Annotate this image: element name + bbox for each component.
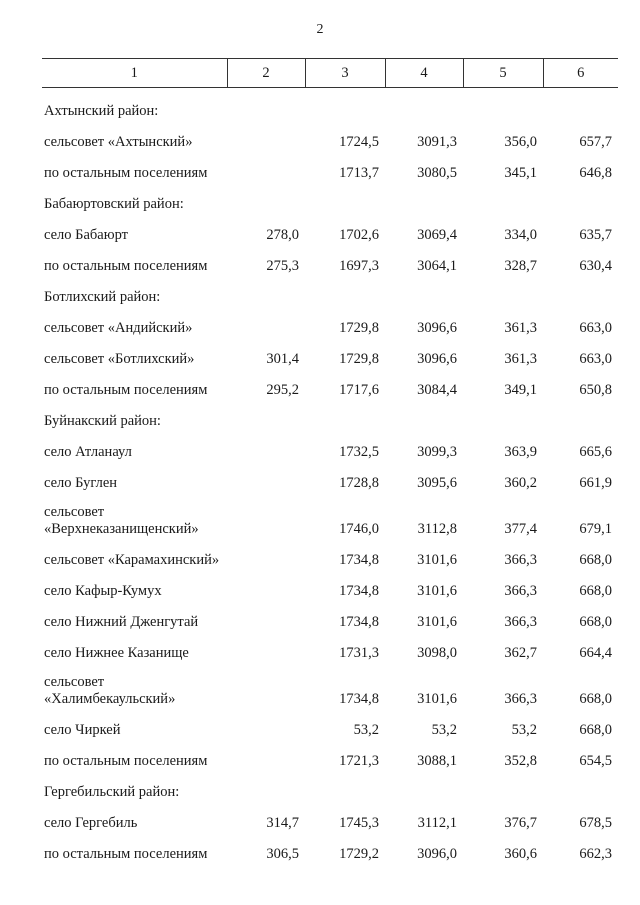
cell-col-3: 1728,8 (339, 475, 379, 491)
cell-col-5: 360,6 (504, 846, 537, 862)
cell-col-6: 668,0 (579, 552, 612, 568)
table-row (42, 370, 618, 401)
table-header-row (42, 59, 618, 88)
cell-col-2 (227, 277, 305, 308)
row-label (42, 664, 227, 710)
column-header: 3 (305, 59, 385, 88)
cell-col-2: 275,3 (266, 258, 299, 274)
cell-col-5 (463, 772, 543, 803)
cell-col-3: 1724,5 (339, 134, 379, 150)
row-label: село Нижнее Казанище (44, 645, 189, 661)
cell-col-4: 3101,6 (417, 552, 457, 568)
cell-col-2: 301,4 (266, 351, 299, 367)
cell-col-4: 3069,4 (417, 227, 457, 243)
cell-col-6: 654,5 (579, 753, 612, 769)
table-row (42, 184, 618, 215)
row-label: сельсовет «Карамахинский» (44, 552, 220, 568)
cell-col-4: 3091,3 (417, 134, 457, 150)
column-header: 1 (42, 59, 227, 88)
cell-col-2 (227, 122, 305, 153)
cell-col-4: 3101,6 (417, 614, 457, 630)
cell-col-6: 650,8 (579, 382, 612, 398)
cell-col-2 (227, 772, 305, 803)
table-row (42, 401, 618, 432)
cell-col-3: 1734,8 (339, 614, 379, 630)
row-label: село Чиркей (44, 722, 121, 738)
cell-col-3: 53,2 (353, 722, 379, 738)
table-row (42, 710, 618, 741)
cell-col-6 (543, 88, 618, 123)
row-label: село Буглен (44, 475, 118, 491)
cell-col-5: 366,3 (504, 583, 537, 599)
cell-col-4: 3064,1 (417, 258, 457, 274)
cell-col-2 (227, 633, 305, 664)
cell-col-2: 306,5 (266, 846, 299, 862)
cell-col-3: 1729,8 (339, 351, 379, 367)
column-header: 5 (463, 59, 543, 88)
cell-col-6: 657,7 (579, 134, 612, 150)
table-row (42, 308, 618, 339)
cell-col-5: 53,2 (511, 722, 537, 738)
cell-col-6: 664,4 (579, 645, 612, 661)
cell-col-4: 3098,0 (417, 645, 457, 661)
cell-col-5: 366,3 (504, 691, 537, 707)
table-row (42, 834, 618, 865)
row-label: по остальным поселениям (44, 753, 208, 769)
cell-col-4: 3112,1 (417, 815, 457, 831)
row-label: по остальным поселениям (44, 846, 208, 862)
cell-col-4: 3095,6 (417, 475, 457, 491)
table-row (42, 122, 618, 153)
row-label: село Кафыр-Кумух (44, 583, 162, 599)
cell-col-3 (305, 88, 385, 123)
row-label: село Бабаюрт (44, 227, 128, 243)
cell-col-6: 663,0 (579, 320, 612, 336)
cell-col-6 (543, 772, 618, 803)
cell-col-3: 1721,3 (339, 753, 379, 769)
cell-col-5: 361,3 (504, 351, 537, 367)
cell-col-5: 352,8 (504, 753, 537, 769)
cell-col-3 (305, 772, 385, 803)
cell-col-4: 3096,6 (417, 351, 457, 367)
cell-col-4: 3088,1 (417, 753, 457, 769)
column-header: 2 (227, 59, 305, 88)
cell-col-3: 1734,8 (339, 691, 379, 707)
cell-col-2 (227, 88, 305, 123)
cell-col-4: 3096,0 (417, 846, 457, 862)
row-label: Ахтынский район: (44, 103, 159, 119)
table-row (42, 540, 618, 571)
cell-col-6: 663,0 (579, 351, 612, 367)
table-row (42, 803, 618, 834)
row-label: село Атланаул (44, 444, 132, 460)
table-row (42, 277, 618, 308)
cell-col-2: 314,7 (266, 815, 299, 831)
row-label: Гергебильский район: (44, 784, 180, 800)
cell-col-5: 360,2 (504, 475, 537, 491)
cell-col-5: 356,0 (504, 134, 537, 150)
cell-col-4: 3101,6 (417, 691, 457, 707)
cell-col-4: 3084,4 (417, 382, 457, 398)
cell-col-5: 334,0 (504, 227, 537, 243)
cell-col-2 (227, 710, 305, 741)
cell-col-5: 377,4 (504, 521, 537, 537)
cell-col-3: 1697,3 (339, 258, 379, 274)
cell-col-6: 665,6 (579, 444, 612, 460)
cell-col-3 (305, 277, 385, 308)
cell-col-4 (385, 772, 463, 803)
row-label-line1: сельсовет (44, 674, 105, 690)
cell-col-4: 3080,5 (417, 165, 457, 181)
table-row (42, 741, 618, 772)
cell-col-6 (543, 184, 618, 215)
table-row (42, 339, 618, 370)
cell-col-6: 668,0 (579, 583, 612, 599)
cell-col-4 (385, 401, 463, 432)
cell-col-4: 3112,8 (417, 521, 457, 537)
cell-col-2 (227, 571, 305, 602)
tariff-table (42, 58, 618, 865)
cell-col-5 (463, 277, 543, 308)
row-label: Ботлихский район: (44, 289, 161, 305)
cell-col-3: 1729,2 (339, 846, 379, 862)
cell-col-2 (227, 401, 305, 432)
row-label: село Гергебиль (44, 815, 138, 831)
cell-col-3 (305, 401, 385, 432)
cell-col-6: 646,8 (579, 165, 612, 181)
cell-col-5 (463, 401, 543, 432)
cell-col-2 (227, 494, 305, 540)
cell-col-2: 295,2 (266, 382, 299, 398)
cell-col-4 (385, 184, 463, 215)
cell-col-4: 3101,6 (417, 583, 457, 599)
cell-col-2 (227, 463, 305, 494)
cell-col-5: 345,1 (504, 165, 537, 181)
cell-col-3: 1734,8 (339, 552, 379, 568)
table-row (42, 571, 618, 602)
cell-col-6: 661,9 (579, 475, 612, 491)
row-label: сельсовет «Андийский» (44, 320, 193, 336)
row-label-line2: «Верхнеказанищенский» (44, 521, 199, 537)
row-label: Бабаюртовский район: (44, 196, 184, 212)
table-row (42, 246, 618, 277)
cell-col-3: 1745,3 (339, 815, 379, 831)
cell-col-3: 1717,6 (339, 382, 379, 398)
cell-col-3: 1734,8 (339, 583, 379, 599)
cell-col-2 (227, 432, 305, 463)
cell-col-5: 366,3 (504, 552, 537, 568)
row-label: по остальным поселениям (44, 382, 208, 398)
cell-col-4 (385, 88, 463, 123)
cell-col-6 (543, 277, 618, 308)
cell-col-5: 328,7 (504, 258, 537, 274)
cell-col-6: 678,5 (579, 815, 612, 831)
cell-col-6: 679,1 (579, 521, 612, 537)
cell-col-2: 278,0 (266, 227, 299, 243)
cell-col-2 (227, 153, 305, 184)
cell-col-3: 1713,7 (339, 165, 379, 181)
cell-col-4 (385, 277, 463, 308)
cell-col-2 (227, 540, 305, 571)
cell-col-6: 668,0 (579, 691, 612, 707)
page-number: 2 (316, 22, 324, 37)
table-row (42, 772, 618, 803)
row-label (42, 494, 227, 540)
table-row (42, 664, 618, 710)
cell-col-4: 3099,3 (417, 444, 457, 460)
cell-col-5: 366,3 (504, 614, 537, 630)
column-header: 4 (385, 59, 463, 88)
cell-col-5 (463, 88, 543, 123)
cell-col-3: 1732,5 (339, 444, 379, 460)
row-label: село Нижний Дженгутай (44, 614, 199, 630)
row-label: по остальным поселениям (44, 165, 208, 181)
cell-col-5 (463, 184, 543, 215)
cell-col-3: 1702,6 (339, 227, 379, 243)
cell-col-2 (227, 184, 305, 215)
table-row (42, 153, 618, 184)
row-label: Буйнакский район: (44, 413, 161, 429)
table-row (42, 88, 618, 123)
cell-col-6: 668,0 (579, 614, 612, 630)
row-label-line1: сельсовет (44, 504, 105, 520)
table-row (42, 494, 618, 540)
cell-col-6: 635,7 (579, 227, 612, 243)
cell-col-3: 1729,8 (339, 320, 379, 336)
table-row (42, 432, 618, 463)
row-label: сельсовет «Ботлихский» (44, 351, 195, 367)
cell-col-6: 668,0 (579, 722, 612, 738)
table-body (42, 88, 618, 866)
table-row (42, 633, 618, 664)
cell-col-2 (227, 664, 305, 710)
cell-col-5: 376,7 (504, 815, 537, 831)
table-row (42, 463, 618, 494)
cell-col-6: 630,4 (579, 258, 612, 274)
cell-col-5: 362,7 (504, 645, 537, 661)
cell-col-4: 3096,6 (417, 320, 457, 336)
column-header: 6 (543, 59, 618, 88)
table-row (42, 602, 618, 633)
cell-col-3 (305, 184, 385, 215)
cell-col-4: 53,2 (431, 722, 457, 738)
cell-col-5: 363,9 (504, 444, 537, 460)
row-label-line2: «Халимбекаульский» (44, 691, 176, 707)
cell-col-5: 349,1 (504, 382, 537, 398)
cell-col-6 (543, 401, 618, 432)
table-row (42, 215, 618, 246)
cell-col-2 (227, 602, 305, 633)
row-label: по остальным поселениям (44, 258, 208, 274)
cell-col-6: 662,3 (579, 846, 612, 862)
cell-col-3: 1731,3 (339, 645, 379, 661)
cell-col-3: 1746,0 (339, 521, 379, 537)
cell-col-2 (227, 308, 305, 339)
cell-col-5: 361,3 (504, 320, 537, 336)
row-label: сельсовет «Ахтынский» (44, 134, 193, 150)
cell-col-2 (227, 741, 305, 772)
